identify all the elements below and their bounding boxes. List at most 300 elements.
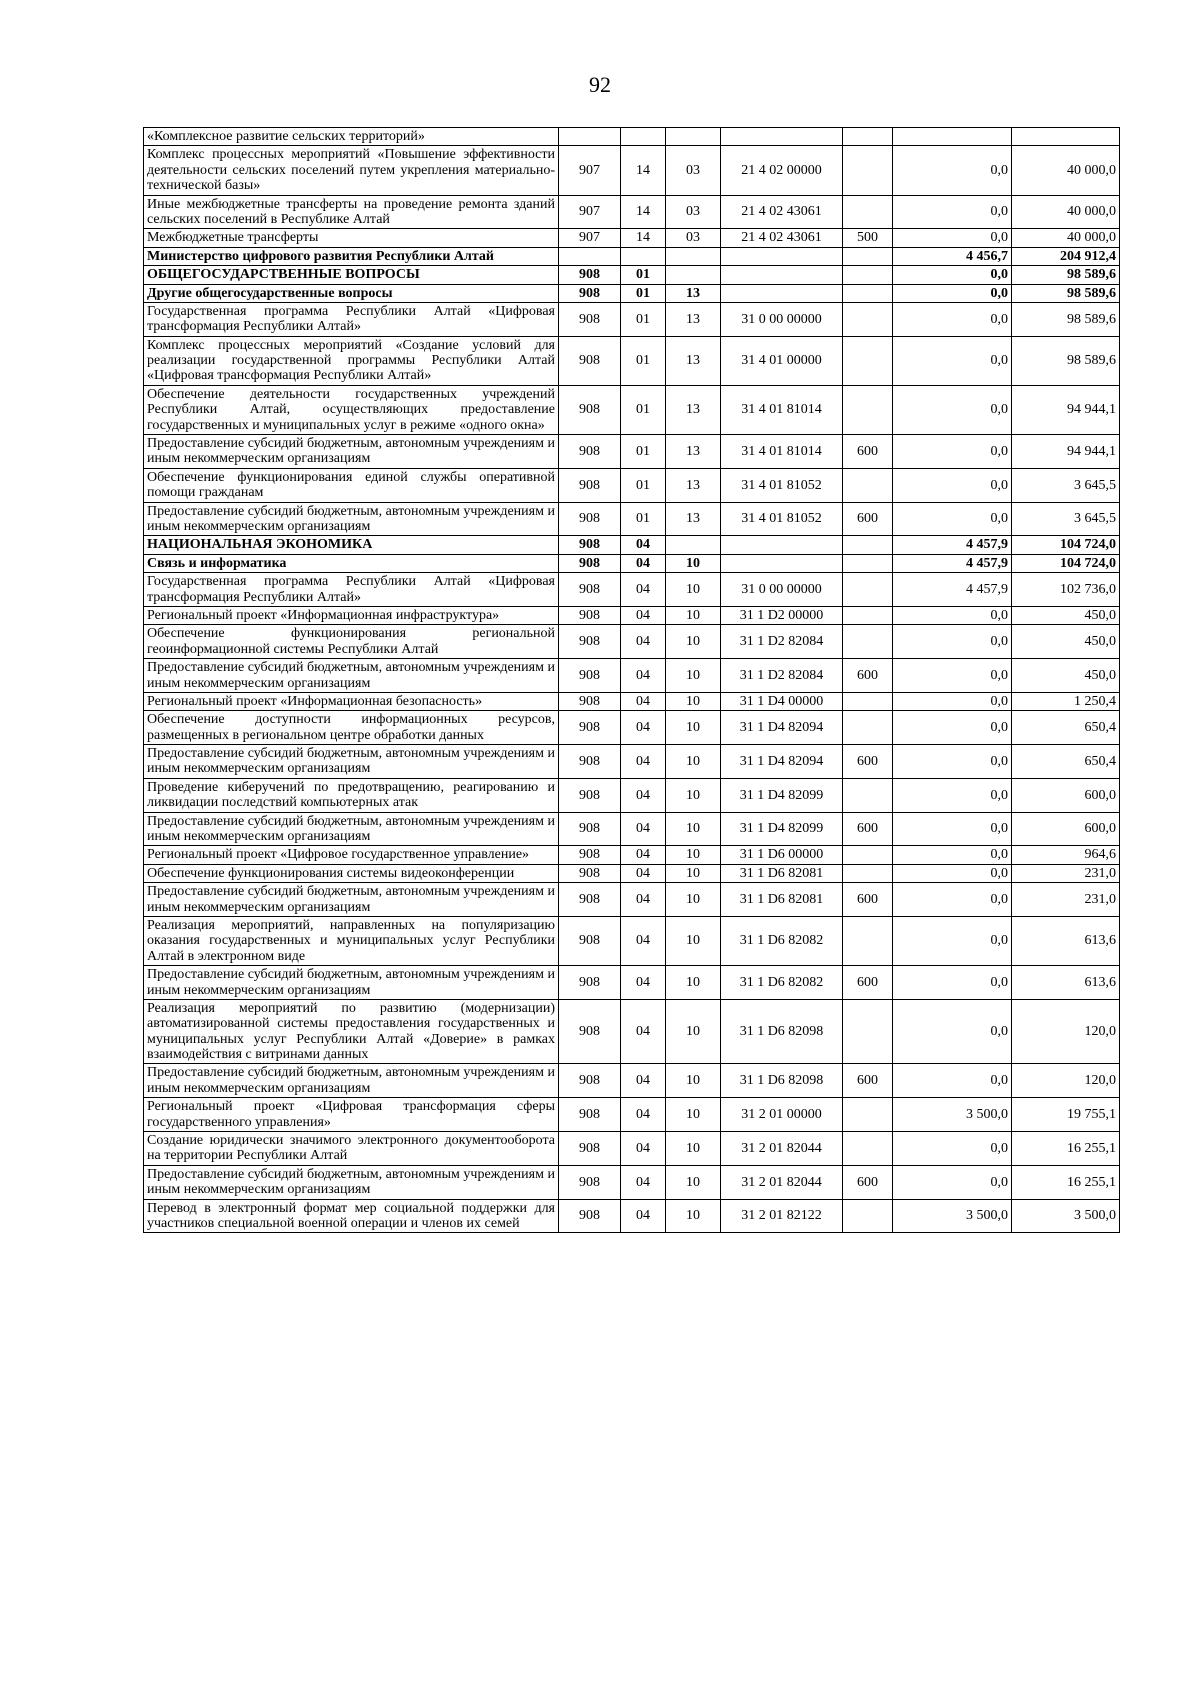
row-name-cell: Государственная программа Республики Алтай «Цифровая трансформация Республики Алтай»	[144, 302, 559, 336]
expense-type-cell: 600	[843, 1064, 893, 1098]
amount-2-cell: 204 912,4	[1012, 247, 1120, 265]
podrazdel-code-cell: 13	[666, 468, 721, 502]
podrazdel-code-cell: 03	[666, 229, 721, 247]
amount-1-cell: 0,0	[893, 916, 1012, 965]
vedomstvo-code-cell: 908	[559, 606, 621, 624]
amount-1-cell: 0,0	[893, 1165, 1012, 1199]
amount-1-cell: 0,0	[893, 266, 1012, 284]
razdel-code-cell: 04	[621, 659, 666, 693]
podrazdel-code-cell: 10	[666, 1098, 721, 1132]
amount-2-cell: 650,4	[1012, 711, 1120, 745]
vedomstvo-code-cell: 908	[559, 573, 621, 607]
amount-2-cell: 40 000,0	[1012, 229, 1120, 247]
expense-type-cell: 600	[843, 502, 893, 536]
vedomstvo-code-cell: 908	[559, 554, 621, 572]
amount-1-cell: 0,0	[893, 1132, 1012, 1166]
amount-2-cell: 600,0	[1012, 778, 1120, 812]
podrazdel-code-cell: 10	[666, 1199, 721, 1233]
expense-type-cell: 600	[843, 966, 893, 1000]
target-article-cell: 31 4 01 81014	[721, 435, 843, 469]
podrazdel-code-cell: 10	[666, 916, 721, 965]
table-row	[144, 536, 1120, 554]
amount-1-cell: 4 457,9	[893, 573, 1012, 607]
razdel-code-cell: 04	[621, 573, 666, 607]
target-article-cell: 21 4 02 00000	[721, 146, 843, 195]
razdel-code-cell: 04	[621, 1199, 666, 1233]
table-row	[144, 247, 1120, 265]
expense-type-cell: 600	[843, 659, 893, 693]
amount-2-cell: 613,6	[1012, 916, 1120, 965]
row-name-cell: Региональный проект «Цифровое государственное управление»	[144, 846, 559, 864]
podrazdel-code-cell: 13	[666, 435, 721, 469]
expense-type-cell	[843, 573, 893, 607]
expense-type-cell	[843, 554, 893, 572]
table-row	[144, 778, 1120, 812]
target-article-cell: 31 2 01 82122	[721, 1199, 843, 1233]
razdel-code-cell	[621, 247, 666, 265]
vedomstvo-code-cell: 908	[559, 336, 621, 385]
vedomstvo-code-cell: 908	[559, 536, 621, 554]
vedomstvo-code-cell: 908	[559, 659, 621, 693]
amount-1-cell: 0,0	[893, 659, 1012, 693]
row-name-cell: Другие общегосударственные вопросы	[144, 284, 559, 302]
podrazdel-code-cell: 10	[666, 745, 721, 779]
razdel-code-cell: 14	[621, 195, 666, 229]
amount-1-cell: 0,0	[893, 606, 1012, 624]
target-article-cell: 31 1 D6 82081	[721, 883, 843, 917]
razdel-code-cell: 01	[621, 336, 666, 385]
amount-1-cell: 3 500,0	[893, 1199, 1012, 1233]
podrazdel-code-cell: 10	[666, 692, 721, 710]
amount-1-cell: 0,0	[893, 1064, 1012, 1098]
amount-2-cell: 94 944,1	[1012, 435, 1120, 469]
row-name-cell: Комплекс процессных мероприятий «Повышение эффективности деятельности сельских поселений путем укрепления материально-технической базы»	[144, 146, 559, 195]
razdel-code-cell: 04	[621, 883, 666, 917]
target-article-cell: 31 4 01 81014	[721, 385, 843, 434]
vedomstvo-code-cell: 908	[559, 846, 621, 864]
expense-type-cell	[843, 385, 893, 434]
row-name-cell: НАЦИОНАЛЬНАЯ ЭКОНОМИКА	[144, 536, 559, 554]
razdel-code-cell: 04	[621, 812, 666, 846]
target-article-cell: 31 1 D6 00000	[721, 846, 843, 864]
table-row	[144, 1132, 1120, 1166]
vedomstvo-code-cell: 908	[559, 1165, 621, 1199]
razdel-code-cell: 04	[621, 1098, 666, 1132]
podrazdel-code-cell: 10	[666, 1165, 721, 1199]
expense-type-cell	[843, 536, 893, 554]
table-row	[144, 1199, 1120, 1233]
target-article-cell: 31 2 01 00000	[721, 1098, 843, 1132]
podrazdel-code-cell: 10	[666, 883, 721, 917]
amount-2-cell: 98 589,6	[1012, 302, 1120, 336]
vedomstvo-code-cell: 908	[559, 745, 621, 779]
table-row	[144, 146, 1120, 195]
table-row	[144, 468, 1120, 502]
vedomstvo-code-cell: 908	[559, 1132, 621, 1166]
vedomstvo-code-cell: 908	[559, 916, 621, 965]
amount-1-cell	[893, 128, 1012, 146]
amount-2-cell: 613,6	[1012, 966, 1120, 1000]
amount-2-cell: 40 000,0	[1012, 146, 1120, 195]
amount-1-cell: 0,0	[893, 502, 1012, 536]
table-row	[144, 573, 1120, 607]
table-row	[144, 435, 1120, 469]
target-article-cell: 31 1 D4 82094	[721, 745, 843, 779]
podrazdel-code-cell: 10	[666, 778, 721, 812]
podrazdel-code-cell	[666, 266, 721, 284]
vedomstvo-code-cell: 908	[559, 435, 621, 469]
expense-type-cell	[843, 778, 893, 812]
row-name-cell: Предоставление субсидий бюджетным, автономным учреждениям и иным некоммерческим организациям	[144, 966, 559, 1000]
table-row	[144, 846, 1120, 864]
row-name-cell: Создание юридически значимого электронного документооборота на территории Республики Алтай	[144, 1132, 559, 1166]
expense-type-cell: 500	[843, 229, 893, 247]
razdel-code-cell: 01	[621, 435, 666, 469]
razdel-code-cell	[621, 128, 666, 146]
row-name-cell: Предоставление субсидий бюджетным, автономным учреждениям и иным некоммерческим организациям	[144, 1064, 559, 1098]
expense-type-cell	[843, 195, 893, 229]
row-name-cell: Региональный проект «Информационная безопасность»	[144, 692, 559, 710]
amount-1-cell: 0,0	[893, 435, 1012, 469]
row-name-cell: Обеспечение функционирования системы видеоконференции	[144, 864, 559, 882]
razdel-code-cell: 04	[621, 606, 666, 624]
row-name-cell: ОБЩЕГОСУДАРСТВЕННЫЕ ВОПРОСЫ	[144, 266, 559, 284]
target-article-cell: 31 2 01 82044	[721, 1132, 843, 1166]
razdel-code-cell: 01	[621, 302, 666, 336]
razdel-code-cell: 14	[621, 229, 666, 247]
amount-2-cell: 231,0	[1012, 864, 1120, 882]
razdel-code-cell: 04	[621, 1132, 666, 1166]
amount-1-cell: 0,0	[893, 999, 1012, 1064]
table-row	[144, 692, 1120, 710]
row-name-cell: Министерство цифрового развития Республики Алтай	[144, 247, 559, 265]
amount-2-cell: 104 724,0	[1012, 536, 1120, 554]
expense-type-cell	[843, 1098, 893, 1132]
amount-2-cell: 3 645,5	[1012, 502, 1120, 536]
target-article-cell: 31 1 D4 82099	[721, 778, 843, 812]
podrazdel-code-cell: 10	[666, 659, 721, 693]
table-row	[144, 195, 1120, 229]
amount-2-cell: 16 255,1	[1012, 1132, 1120, 1166]
target-article-cell: 31 4 01 81052	[721, 468, 843, 502]
razdel-code-cell: 04	[621, 916, 666, 965]
podrazdel-code-cell	[666, 536, 721, 554]
amount-2-cell: 3 645,5	[1012, 468, 1120, 502]
table-row	[144, 966, 1120, 1000]
target-article-cell: 31 1 D6 82098	[721, 999, 843, 1064]
amount-1-cell: 3 500,0	[893, 1098, 1012, 1132]
target-article-cell	[721, 266, 843, 284]
budget-table-body	[144, 128, 1120, 1233]
podrazdel-code-cell: 10	[666, 625, 721, 659]
vedomstvo-code-cell: 908	[559, 883, 621, 917]
razdel-code-cell: 04	[621, 692, 666, 710]
razdel-code-cell: 04	[621, 778, 666, 812]
table-row	[144, 745, 1120, 779]
target-article-cell: 21 4 02 43061	[721, 229, 843, 247]
table-row	[144, 864, 1120, 882]
table-row	[144, 1098, 1120, 1132]
amount-1-cell: 0,0	[893, 146, 1012, 195]
amount-2-cell: 94 944,1	[1012, 385, 1120, 434]
expense-type-cell	[843, 468, 893, 502]
row-name-cell: Иные межбюджетные трансферты на проведение ремонта зданий сельских поселений в Республике Алтай	[144, 195, 559, 229]
podrazdel-code-cell: 10	[666, 606, 721, 624]
row-name-cell: Связь и информатика	[144, 554, 559, 572]
razdel-code-cell: 04	[621, 625, 666, 659]
row-name-cell: Реализация мероприятий, направленных на популяризацию оказания государственных и муниципальных услуг Республики Алтай в электронном виде	[144, 916, 559, 965]
amount-1-cell: 0,0	[893, 385, 1012, 434]
amount-1-cell: 4 456,7	[893, 247, 1012, 265]
target-article-cell: 31 1 D6 82081	[721, 864, 843, 882]
amount-1-cell: 0,0	[893, 812, 1012, 846]
expense-type-cell: 600	[843, 745, 893, 779]
podrazdel-code-cell: 13	[666, 336, 721, 385]
razdel-code-cell: 04	[621, 745, 666, 779]
podrazdel-code-cell: 10	[666, 864, 721, 882]
vedomstvo-code-cell: 908	[559, 1098, 621, 1132]
expense-type-cell: 600	[843, 812, 893, 846]
vedomstvo-code-cell: 907	[559, 146, 621, 195]
vedomstvo-code-cell: 908	[559, 711, 621, 745]
amount-2-cell: 600,0	[1012, 812, 1120, 846]
target-article-cell: 31 1 D4 00000	[721, 692, 843, 710]
amount-1-cell: 0,0	[893, 711, 1012, 745]
amount-1-cell: 0,0	[893, 966, 1012, 1000]
amount-2-cell: 102 736,0	[1012, 573, 1120, 607]
row-name-cell: Перевод в электронный формат мер социальной поддержки для участников специальной военной операции и членов их семей	[144, 1199, 559, 1233]
amount-2-cell: 964,6	[1012, 846, 1120, 864]
row-name-cell: Предоставление субсидий бюджетным, автономным учреждениям и иным некоммерческим организациям	[144, 745, 559, 779]
razdel-code-cell: 04	[621, 536, 666, 554]
expense-type-cell	[843, 302, 893, 336]
expense-type-cell	[843, 625, 893, 659]
table-row	[144, 502, 1120, 536]
podrazdel-code-cell: 03	[666, 146, 721, 195]
table-row	[144, 1064, 1120, 1098]
razdel-code-cell: 04	[621, 966, 666, 1000]
expense-type-cell	[843, 1132, 893, 1166]
target-article-cell: 31 0 00 00000	[721, 573, 843, 607]
vedomstvo-code-cell: 908	[559, 625, 621, 659]
amount-2-cell: 16 255,1	[1012, 1165, 1120, 1199]
row-name-cell: Предоставление субсидий бюджетным, автономным учреждениям и иным некоммерческим организациям	[144, 502, 559, 536]
row-name-cell: Предоставление субсидий бюджетным, автономным учреждениям и иным некоммерческим организациям	[144, 883, 559, 917]
vedomstvo-code-cell: 908	[559, 966, 621, 1000]
amount-1-cell: 0,0	[893, 883, 1012, 917]
amount-2-cell: 650,4	[1012, 745, 1120, 779]
row-name-cell: Региональный проект «Информационная инфраструктура»	[144, 606, 559, 624]
podrazdel-code-cell: 03	[666, 195, 721, 229]
table-row	[144, 385, 1120, 434]
amount-2-cell: 450,0	[1012, 659, 1120, 693]
table-row	[144, 1165, 1120, 1199]
amount-2-cell	[1012, 128, 1120, 146]
amount-1-cell: 0,0	[893, 302, 1012, 336]
row-name-cell: Предоставление субсидий бюджетным, автономным учреждениям и иным некоммерческим организациям	[144, 435, 559, 469]
podrazdel-code-cell: 13	[666, 385, 721, 434]
vedomstvo-code-cell: 908	[559, 468, 621, 502]
vedomstvo-code-cell	[559, 128, 621, 146]
expense-type-cell	[843, 692, 893, 710]
target-article-cell: 31 1 D6 82082	[721, 916, 843, 965]
amount-1-cell: 0,0	[893, 692, 1012, 710]
amount-2-cell: 231,0	[1012, 883, 1120, 917]
amount-1-cell: 0,0	[893, 778, 1012, 812]
razdel-code-cell: 01	[621, 385, 666, 434]
amount-2-cell: 450,0	[1012, 606, 1120, 624]
podrazdel-code-cell: 13	[666, 502, 721, 536]
target-article-cell	[721, 284, 843, 302]
vedomstvo-code-cell: 908	[559, 302, 621, 336]
expense-type-cell	[843, 864, 893, 882]
target-article-cell: 31 2 01 82044	[721, 1165, 843, 1199]
podrazdel-code-cell: 10	[666, 711, 721, 745]
razdel-code-cell: 14	[621, 146, 666, 195]
target-article-cell: 31 1 D2 82084	[721, 625, 843, 659]
podrazdel-code-cell: 10	[666, 554, 721, 572]
table-row	[144, 554, 1120, 572]
amount-1-cell: 0,0	[893, 846, 1012, 864]
row-name-cell: Обеспечение доступности информационных ресурсов, размещенных в региональном центре обработки данных	[144, 711, 559, 745]
expense-type-cell: 600	[843, 435, 893, 469]
razdel-code-cell: 01	[621, 284, 666, 302]
table-row	[144, 883, 1120, 917]
vedomstvo-code-cell: 908	[559, 692, 621, 710]
expense-type-cell	[843, 999, 893, 1064]
vedomstvo-code-cell: 908	[559, 1199, 621, 1233]
vedomstvo-code-cell: 907	[559, 229, 621, 247]
amount-2-cell: 1 250,4	[1012, 692, 1120, 710]
podrazdel-code-cell: 10	[666, 812, 721, 846]
target-article-cell: 31 1 D2 00000	[721, 606, 843, 624]
target-article-cell	[721, 536, 843, 554]
expense-type-cell: 600	[843, 883, 893, 917]
amount-1-cell: 0,0	[893, 745, 1012, 779]
table-row	[144, 229, 1120, 247]
podrazdel-code-cell: 13	[666, 284, 721, 302]
razdel-code-cell: 04	[621, 554, 666, 572]
expense-type-cell	[843, 846, 893, 864]
table-row	[144, 302, 1120, 336]
row-name-cell: Региональный проект «Цифровая трансформация сферы государственного управления»	[144, 1098, 559, 1132]
podrazdel-code-cell: 10	[666, 573, 721, 607]
podrazdel-code-cell: 10	[666, 1064, 721, 1098]
target-article-cell: 31 1 D4 82099	[721, 812, 843, 846]
razdel-code-cell: 04	[621, 864, 666, 882]
row-name-cell: Государственная программа Республики Алтай «Цифровая трансформация Республики Алтай»	[144, 573, 559, 607]
razdel-code-cell: 04	[621, 1064, 666, 1098]
podrazdel-code-cell: 13	[666, 302, 721, 336]
table-row	[144, 659, 1120, 693]
amount-2-cell: 3 500,0	[1012, 1199, 1120, 1233]
vedomstvo-code-cell: 908	[559, 284, 621, 302]
target-article-cell: 31 1 D4 82094	[721, 711, 843, 745]
amount-1-cell: 0,0	[893, 195, 1012, 229]
row-name-cell: Предоставление субсидий бюджетным, автономным учреждениям и иным некоммерческим организациям	[144, 1165, 559, 1199]
amount-2-cell: 104 724,0	[1012, 554, 1120, 572]
table-row	[144, 812, 1120, 846]
amount-1-cell: 0,0	[893, 625, 1012, 659]
table-row	[144, 606, 1120, 624]
vedomstvo-code-cell: 908	[559, 502, 621, 536]
table-row	[144, 266, 1120, 284]
razdel-code-cell: 04	[621, 1165, 666, 1199]
table-row	[144, 284, 1120, 302]
vedomstvo-code-cell: 908	[559, 1064, 621, 1098]
razdel-code-cell: 04	[621, 711, 666, 745]
expense-type-cell	[843, 916, 893, 965]
table-row	[144, 916, 1120, 965]
row-name-cell: Предоставление субсидий бюджетным, автономным учреждениям и иным некоммерческим организациям	[144, 812, 559, 846]
vedomstvo-code-cell: 908	[559, 385, 621, 434]
vedomstvo-code-cell: 908	[559, 864, 621, 882]
razdel-code-cell: 04	[621, 846, 666, 864]
amount-2-cell: 98 589,6	[1012, 284, 1120, 302]
amount-1-cell: 4 457,9	[893, 536, 1012, 554]
expense-type-cell	[843, 1199, 893, 1233]
row-name-cell: Предоставление субсидий бюджетным, автономным учреждениям и иным некоммерческим организациям	[144, 659, 559, 693]
razdel-code-cell: 01	[621, 468, 666, 502]
row-name-cell: Обеспечение деятельности государственных учреждений Республики Алтай, осуществляющих предоставление государственных и муниципальных услуг в режиме «одного окна»	[144, 385, 559, 434]
table-row	[144, 999, 1120, 1064]
amount-2-cell: 120,0	[1012, 999, 1120, 1064]
vedomstvo-code-cell: 907	[559, 195, 621, 229]
expense-type-cell	[843, 606, 893, 624]
expense-type-cell	[843, 284, 893, 302]
vedomstvo-code-cell: 908	[559, 778, 621, 812]
target-article-cell: 31 4 01 81052	[721, 502, 843, 536]
table-row	[144, 625, 1120, 659]
vedomstvo-code-cell: 908	[559, 266, 621, 284]
amount-2-cell: 98 589,6	[1012, 266, 1120, 284]
amount-1-cell: 0,0	[893, 229, 1012, 247]
target-article-cell	[721, 554, 843, 572]
table-row	[144, 711, 1120, 745]
target-article-cell: 31 1 D6 82098	[721, 1064, 843, 1098]
expense-type-cell	[843, 266, 893, 284]
row-name-cell: Обеспечение функционирования единой службы оперативной помощи гражданам	[144, 468, 559, 502]
target-article-cell: 21 4 02 43061	[721, 195, 843, 229]
razdel-code-cell: 01	[621, 266, 666, 284]
razdel-code-cell: 04	[621, 999, 666, 1064]
row-name-cell: Обеспечение функционирования региональной геоинформационной системы Республики Алтай	[144, 625, 559, 659]
row-name-cell: Проведение киберучений по предотвращению, реагированию и ликвидации последствий компьютерных атак	[144, 778, 559, 812]
amount-1-cell: 0,0	[893, 864, 1012, 882]
page-number: 92	[589, 72, 611, 97]
expense-type-cell	[843, 128, 893, 146]
razdel-code-cell: 01	[621, 502, 666, 536]
podrazdel-code-cell	[666, 128, 721, 146]
podrazdel-code-cell: 10	[666, 1132, 721, 1166]
podrazdel-code-cell	[666, 247, 721, 265]
target-article-cell: 31 1 D6 82082	[721, 966, 843, 1000]
amount-2-cell: 120,0	[1012, 1064, 1120, 1098]
target-article-cell	[721, 128, 843, 146]
target-article-cell: 31 0 00 00000	[721, 302, 843, 336]
podrazdel-code-cell: 10	[666, 846, 721, 864]
row-name-cell: Реализация мероприятий по развитию (модернизации) автоматизированной системы предоставления государственных и муниципальных услуг Республики Алтай «Доверие» в рамках взаимодействия с витринами данных	[144, 999, 559, 1064]
row-name-cell: «Комплексное развитие сельских территорий»	[144, 128, 559, 146]
amount-2-cell: 40 000,0	[1012, 195, 1120, 229]
amount-1-cell: 0,0	[893, 284, 1012, 302]
row-name-cell: Комплекс процессных мероприятий «Создание условий для реализации государственной программы Республики Алтай «Цифровая трансформация Республики Алтай»	[144, 336, 559, 385]
amount-1-cell: 0,0	[893, 336, 1012, 385]
vedomstvo-code-cell	[559, 247, 621, 265]
target-article-cell	[721, 247, 843, 265]
target-article-cell: 31 4 01 00000	[721, 336, 843, 385]
row-name-cell: Межбюджетные трансферты	[144, 229, 559, 247]
